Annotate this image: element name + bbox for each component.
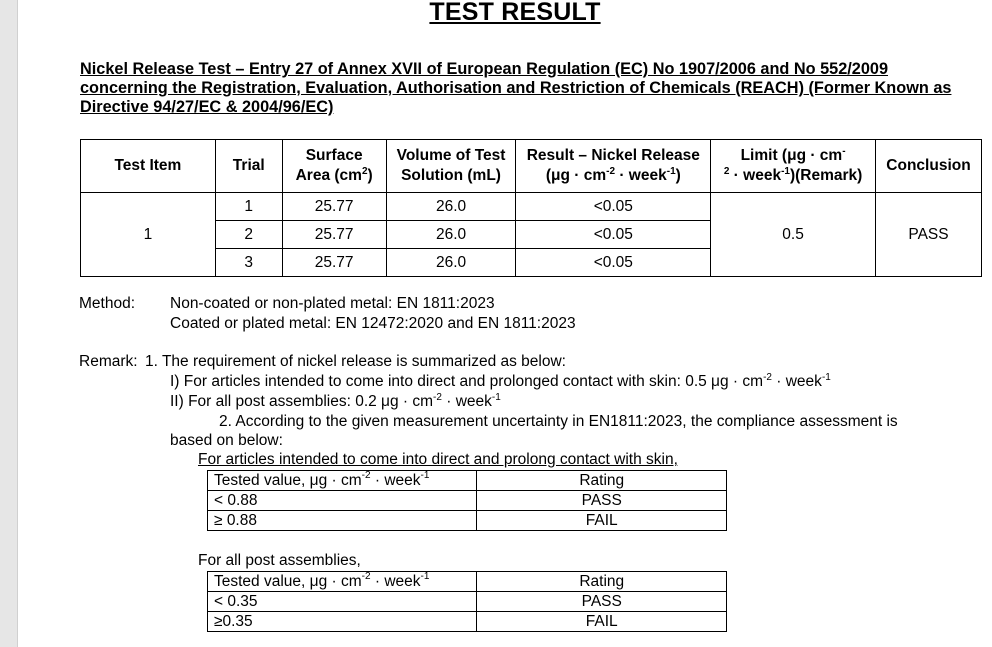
- remark-sup: -2: [433, 391, 442, 403]
- cell-volume: 26.0: [386, 249, 516, 277]
- table-row: [208, 612, 727, 632]
- post-header-value: [208, 572, 477, 592]
- remark-item-1-ii: [170, 393, 501, 411]
- post-header-week: · week: [370, 572, 421, 590]
- remark-sup: -1: [491, 391, 501, 403]
- cell-conclusion: PASS: [875, 193, 981, 277]
- header-surface-line1: Surface: [305, 147, 363, 164]
- table-row: [208, 491, 727, 511]
- cell-area: 25.77: [282, 193, 386, 221]
- skin-rating-table: [207, 470, 727, 531]
- table-header-row: [81, 140, 982, 193]
- table-row: [208, 592, 727, 612]
- post-header-sup: -1: [420, 571, 430, 583]
- cell-area: 25.77: [282, 221, 386, 249]
- skin-header-week: · week: [370, 471, 421, 489]
- post-header-rating: Rating: [477, 572, 727, 592]
- post-rating-table: [207, 571, 727, 632]
- header-limit-line2: · week: [729, 167, 782, 184]
- skin-heading: For articles intended to come into direct and prolong contact with skin,: [198, 451, 678, 468]
- table-header-row: [208, 471, 727, 491]
- header-result-sup1: -2: [606, 165, 616, 177]
- remark-label: Remark:: [79, 353, 138, 370]
- header-result-line2: (μg · cm: [545, 167, 607, 184]
- cell-area: 25.77: [282, 249, 386, 277]
- header-result-end: ): [675, 167, 681, 184]
- remark-week: · week: [441, 393, 492, 410]
- post-header-value-text: Tested value, μg · cm: [214, 572, 362, 590]
- header-limit-sup1: -: [842, 145, 846, 157]
- method-line-1: Non-coated or non-plated metal: EN 1811:2023: [170, 295, 495, 312]
- remark-item-2: 2. According to the given measurement uncertainty in EN1811:2023, the compliance assessment is: [219, 413, 898, 430]
- remark-week: · week: [771, 373, 822, 390]
- method-label: Method:: [79, 295, 136, 312]
- method-line-2: Coated or plated metal: EN 12472:2020 and EN 1811:2023: [170, 315, 576, 332]
- header-volume: [386, 140, 516, 193]
- skin-cell-value: ≥ 0.88: [208, 511, 477, 531]
- cell-limit: 0.5: [711, 193, 876, 277]
- skin-cell-rating: FAIL: [477, 511, 727, 531]
- header-result-line1: Result – Nickel Release: [526, 147, 700, 164]
- header-test-item: Test Item: [81, 140, 216, 193]
- header-result-sup2: -1: [666, 165, 676, 177]
- page-title: TEST RESULT: [429, 0, 601, 26]
- header-surface-line2: Area (cm: [295, 167, 362, 184]
- nickel-release-table: [80, 139, 982, 277]
- header-surface-area: [282, 140, 386, 193]
- post-header-sup: -2: [361, 571, 371, 583]
- header-limit-sup3: -1: [781, 165, 790, 177]
- post-cell-rating: PASS: [477, 592, 727, 612]
- table-row: [208, 511, 727, 531]
- remark-item-1-i-text: I) For articles intended to come into direct and prolonged contact with skin: 0.5 μg · cm: [170, 373, 764, 390]
- cell-trial: 3: [215, 249, 282, 277]
- skin-cell-rating: PASS: [477, 491, 727, 511]
- skin-header-sup: -1: [420, 470, 430, 482]
- header-limit: [711, 140, 876, 193]
- cell-result: <0.05: [516, 249, 711, 277]
- remark-sup: -2: [763, 371, 772, 383]
- header-limit-end: )(Remark): [789, 167, 863, 184]
- left-margin-bar: [0, 0, 18, 647]
- skin-cell-value: < 0.88: [208, 491, 477, 511]
- remark-sup: -1: [821, 371, 831, 383]
- header-surface-sup: 2: [361, 165, 368, 177]
- cell-test-item: 1: [81, 193, 216, 277]
- skin-header-sup: -2: [361, 470, 371, 482]
- remark-item-2-cont: based on below:: [170, 432, 283, 449]
- header-volume-line2: Solution (mL): [401, 167, 501, 184]
- skin-header-value-text: Tested value, μg · cm: [214, 471, 362, 489]
- cell-volume: 26.0: [386, 193, 516, 221]
- remark-item-1-ii-text: II) For all post assemblies: 0.2 μg · cm: [170, 393, 434, 410]
- post-cell-value: < 0.35: [208, 592, 477, 612]
- header-surface-end: ): [367, 167, 373, 184]
- cell-result: <0.05: [516, 193, 711, 221]
- remark-item-1-i: [170, 373, 831, 391]
- cell-trial: 1: [215, 193, 282, 221]
- header-volume-line1: Volume of Test: [396, 147, 506, 164]
- header-conclusion: Conclusion: [875, 140, 981, 193]
- header-limit-sup2: 2: [723, 165, 730, 177]
- test-subtitle: Nickel Release Test – Entry 27 of Annex XVII of European Regulation (EC) No 1907/2006 and No 552/2009 concerning the Registration, Evaluation, Authorisation and Restriction of Chemicals (REACH) (Former Known as Directive 94/27/EC & 2004/96/EC): [80, 60, 952, 116]
- cell-volume: 26.0: [386, 221, 516, 249]
- skin-header-value: [208, 471, 477, 491]
- table-row: [81, 193, 982, 221]
- post-heading: For all post assemblies,: [198, 552, 361, 569]
- header-trial: Trial: [215, 140, 282, 193]
- skin-header-rating: Rating: [477, 471, 727, 491]
- post-cell-value: ≥0.35: [208, 612, 477, 632]
- post-cell-rating: FAIL: [477, 612, 727, 632]
- cell-result: <0.05: [516, 221, 711, 249]
- cell-trial: 2: [215, 221, 282, 249]
- table-header-row: [208, 572, 727, 592]
- remark-item-1: 1. The requirement of nickel release is summarized as below:: [145, 353, 566, 370]
- header-result: [516, 140, 711, 193]
- header-result-mid: · week: [615, 167, 667, 184]
- header-limit-line1: Limit (μg · cm: [740, 147, 843, 164]
